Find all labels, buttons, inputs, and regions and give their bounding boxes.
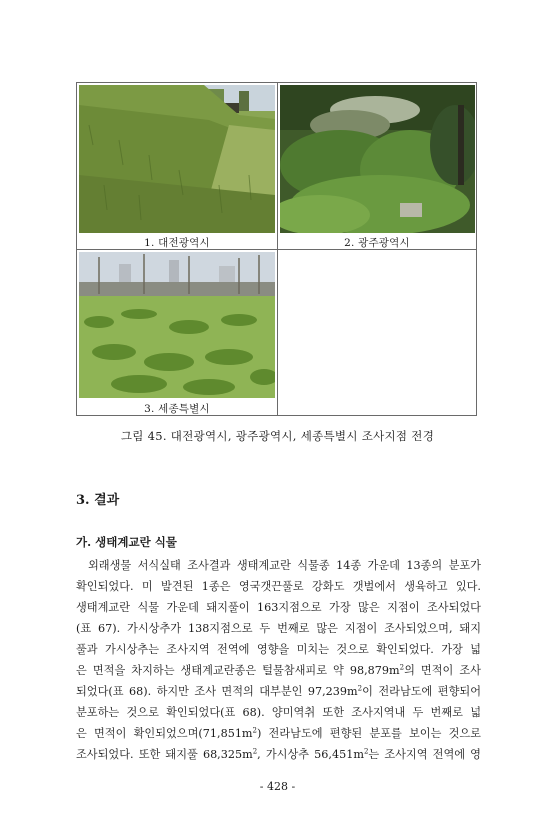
paragraph-line (76, 660, 481, 681)
figure-caption: 그림 45. 대전광역시, 광주광역시, 세종특별시 조사지점 전경 (120, 429, 435, 443)
page-number: - 428 - (259, 780, 296, 793)
paragraph-line: (표 67). 가시상추가 138지점으로 두 번째로 많은 지점이 조사되었으며, 돼지 (76, 622, 481, 635)
superscript: 2 (399, 663, 405, 672)
superscript: 2 (363, 747, 369, 756)
photo-caption-1: 1. 대전광역시 (144, 237, 210, 249)
paragraph-line: 외래생물 서식실태 조사결과 생태계교란 식물종 14종 가운데 13종의 분포가 (88, 559, 481, 572)
text-segment: 조사되었다. 또한 돼지풀 68,325m (76, 748, 253, 761)
photo-caption-3: 3. 세종특별시 (144, 403, 210, 415)
text-segment: 은 면적을 차지하는 생태계교란종은 털물참새피로 약 98,879m (76, 664, 400, 677)
paragraph-line (76, 744, 481, 765)
paragraph-line: 분포하는 것으로 확인되었다(표 68). 양미역취 또한 조사지역내 두 번째로 넓 (76, 706, 481, 719)
photo-caption-2: 2. 광주광역시 (344, 237, 410, 249)
photo-table (76, 82, 477, 416)
text-segment: 는 조사지역 전역에 영 (368, 748, 481, 761)
photo-sejong (79, 252, 275, 398)
text-segment: 이 전라남도에 편향되어 (362, 685, 481, 698)
text-segment: 되었다(표 68). 하지만 조사 면적의 대부분인 97,239m (76, 685, 358, 698)
superscript: 2 (357, 684, 363, 693)
section-heading: 3. 결과 (76, 493, 120, 508)
body-paragraph (76, 555, 481, 765)
paragraph-line (76, 723, 481, 744)
paragraph-line: 확인되었다. 미 발견된 1종은 영국갯끈풀로 강화도 갯벌에서 생육하고 있다. (76, 580, 481, 593)
subsection-heading: 가. 생태계교란 식물 (76, 535, 177, 549)
paragraph-line: 풀과 가시상추는 조사지역 전역에 영향을 미치는 것으로 확인되었다. 가장 넓 (76, 643, 481, 656)
photo-gwangju (280, 85, 475, 233)
text-segment: 의 면적이 조사 (404, 664, 481, 677)
text-segment: 은 면적이 확인되었으며(71,851m (76, 727, 253, 740)
superscript: 2 (252, 747, 258, 756)
paragraph-line (76, 681, 481, 702)
text-segment: ) 전라남도에 편향된 분포를 보이는 것으로 (257, 727, 481, 740)
paragraph-line: 생태계교란 식물 가운데 돼지풀이 163지점으로 가장 많은 지점이 조사되었다 (76, 601, 481, 614)
superscript: 2 (252, 726, 258, 735)
text-segment: , 가시상추 56,451m (257, 748, 364, 761)
photo-daejeon (79, 85, 275, 233)
